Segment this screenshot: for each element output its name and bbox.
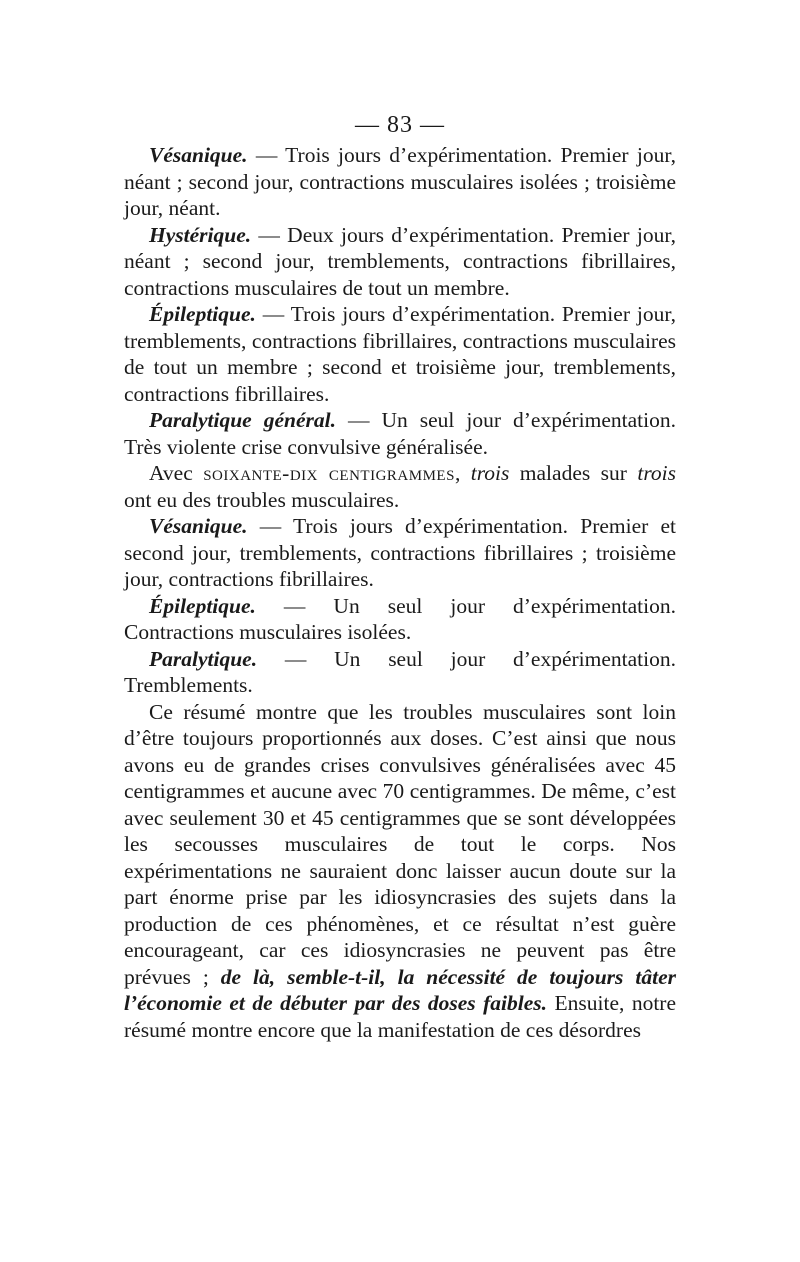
- paragraph-epileptique-1: [124, 301, 676, 407]
- text-run: ,: [454, 461, 471, 485]
- case-label: Vésanique.: [149, 143, 248, 167]
- paragraph-vesanique-2: [124, 513, 676, 593]
- case-description: — Un seul jour d’expérimentation. Contractions musculaires isolées.: [124, 593, 676, 644]
- case-description: — Deux jours d’expérimentation. Premier jour, néant ; second jour, tremblements, contractions fibrillaires, contractions musculaires de tout un membre.: [124, 222, 676, 300]
- paragraph-epileptique-2: [124, 593, 676, 646]
- paragraph-paralytique-general: [124, 407, 676, 460]
- text-run: Ce résumé montre que les troubles musculaires sont loin d’être toujours proportionnés aux doses. C’est ainsi que nous avons eu de grandes crises convulsives généralisées avec 45 centigrammes et aucune avec 70 centigrammes. De même, c’est avec seulement 30 et 45 centigrammes que se sont développées les secousses musculaires de tout le corps. Nos expérimentations ne sauraient donc laisser aucun doute sur la part énorme prise par les idiosyncrasies des sujets dans la production de ces phénomènes, et ce résultat n’est guère encourageant, car ces idiosyncrasies ne peuvent pas être prévues ;: [124, 699, 676, 989]
- case-label: Épileptique.: [149, 302, 256, 326]
- case-label: Épileptique.: [149, 593, 256, 618]
- case-label: Paralytique.: [149, 646, 258, 671]
- case-description: — Trois jours d’expérimentation. Premier jour, néant ; second jour, contractions musculaires isolées ; troisième jour, néant.: [124, 143, 676, 220]
- text-run: malades sur: [509, 461, 638, 485]
- text-run: Avec: [149, 461, 204, 485]
- case-description: — Un seul jour d’expérimentation. Très violente crise convulsive généralisée.: [124, 408, 676, 459]
- text-run: Ensuite, notre résumé montre encore que la manifestation de ces désordres: [124, 991, 676, 1042]
- italic-count: trois: [637, 461, 676, 485]
- case-description: — Un seul jour d’expérimentation. Tremblements.: [124, 646, 676, 697]
- case-label: Paralytique général.: [149, 408, 336, 432]
- case-description: — Trois jours d’expérimentation. Premier jour, tremblements, contractions fibrillaires, contractions musculaires de tout un membre ; second et troisième jour, tremblements, contractions fibrillaires.: [124, 302, 676, 406]
- paragraph-paralytique: [124, 646, 676, 699]
- paragraph-hysterique: [124, 222, 676, 302]
- italic-count: trois: [470, 461, 510, 485]
- body-text: [124, 142, 676, 1043]
- page-number: — 83 —: [355, 112, 445, 138]
- dose-smallcaps: soixante-dix centigrammes: [203, 461, 455, 485]
- paragraph-vesanique-1: [124, 142, 676, 222]
- paragraph-dose-summary: [124, 460, 676, 513]
- paragraph-resume: [124, 699, 676, 1044]
- case-description: — Trois jours d’expérimentation. Premier et second jour, tremblements, contractions fibrillaires ; troisième jour, contractions fibrillaires.: [124, 514, 676, 591]
- case-label: Vésanique.: [149, 514, 248, 538]
- italic-conclusion: de là, semble-t-il, la nécessité de toujours tâter l’économie et de débuter par des doses faibles.: [124, 964, 676, 1015]
- text-run: ont eu des troubles musculaires.: [124, 487, 400, 512]
- case-label: Hystérique.: [149, 222, 252, 247]
